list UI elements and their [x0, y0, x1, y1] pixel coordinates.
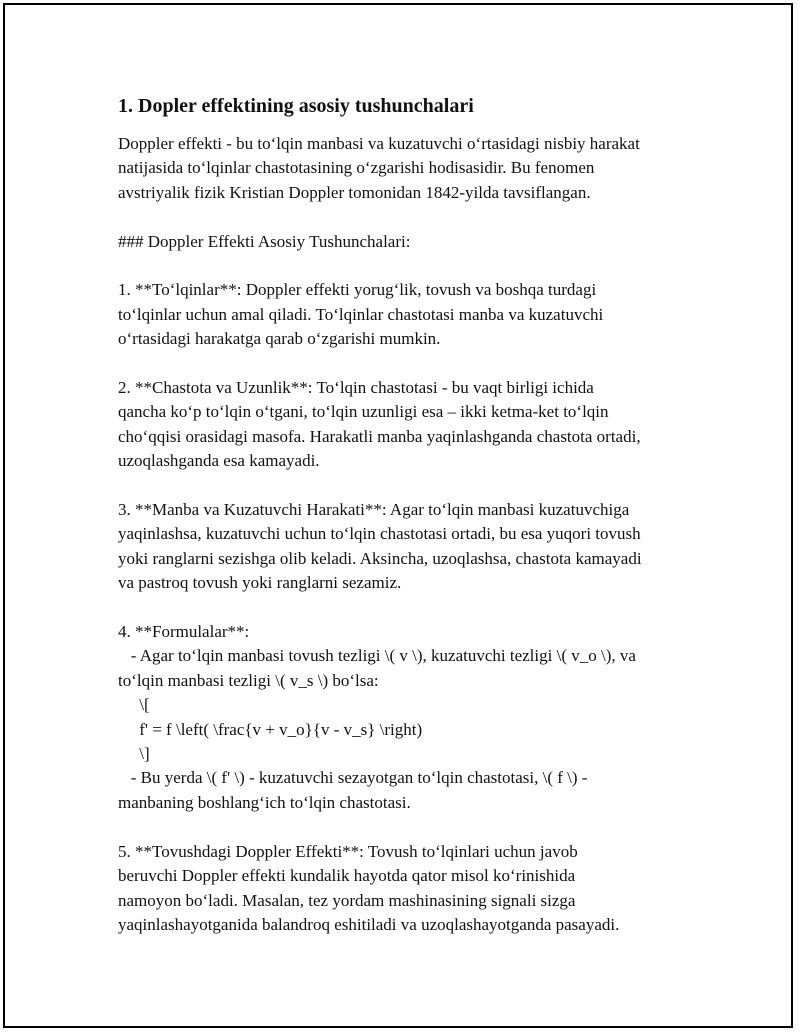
paragraph-gap — [118, 352, 718, 376]
text-line: natijasida to‘lqinlar chastotasining o‘zgarishi hodisasidir. Bu fenomen — [118, 158, 595, 178]
text-line: ### Doppler Effekti Asosiy Tushunchalari: — [118, 231, 411, 251]
text-line: yoki ranglarni sezishga olib keladi. Aksincha, uzoqlashsa, chastota kamayadi — [118, 548, 642, 568]
text-line: namoyon bo‘ladi. Masalan, tez yordam mashinasining signali sizga — [118, 890, 576, 910]
text-line: yaqinlashayotganida balandroq eshitiladi va uzoqlashayotganda pasayadi. — [118, 914, 620, 934]
text-line: manbaning boshlang‘ich to‘lqin chastotasi. — [118, 792, 411, 812]
text-line: uzoqlashganda esa kamayadi. — [118, 451, 320, 471]
paragraph-gap — [118, 205, 718, 229]
text-line: 2. **Chastota va Uzunlik**: To‘lqin chastotasi - bu vaqt birligi ichida — [118, 378, 594, 398]
text-line: o‘rtasidagi harakatga qarab o‘zgarishi mumkin. — [118, 329, 441, 349]
text-line: \[ — [118, 695, 150, 715]
text-line: - Bu yerda \( f' \) - kuzatuvchi sezayotgan to‘lqin chastotasi, \( f \) - — [118, 768, 588, 788]
document-page — [118, 94, 718, 937]
paragraph — [118, 620, 718, 815]
text-line: 4. **Formulalar**: — [118, 622, 250, 642]
text-line: \] — [118, 744, 150, 764]
text-line: 3. **Manba va Kuzatuvchi Harakati**: Agar to‘lqin manbasi kuzatuvchiga — [118, 500, 630, 520]
paragraph — [118, 376, 718, 474]
paragraph-gap — [118, 815, 718, 839]
text-line: f' = f \left( \frac{v + v_o}{v - v_s} \right) — [118, 719, 423, 739]
paragraph-gap — [118, 254, 718, 278]
text-line: - Agar to‘lqin manbasi tovush tezligi \( v \), kuzatuvchi tezligi \( v_o \), va — [118, 646, 636, 666]
text-line: avstriyalik fizik Kristian Doppler tomonidan 1842-yilda tavsiflangan. — [118, 182, 591, 202]
paragraph — [118, 498, 718, 596]
paragraph — [118, 840, 718, 938]
paragraph — [118, 278, 718, 351]
text-line: to‘lqin manbasi tezligi \( v_s \) bo‘lsa: — [118, 670, 379, 690]
section-heading: 1. Dopler effektining asosiy tushunchalari — [118, 95, 474, 117]
text-line: yaqinlashsa, kuzatuvchi uchun to‘lqin chastotasi ortadi, bu esa yuqori tovush — [118, 524, 641, 544]
text-line: to‘lqinlar uchun amal qiladi. To‘lqinlar chastotasi manba va kuzatuvchi — [118, 304, 604, 324]
document-body — [118, 132, 718, 937]
text-line: va pastroq tovush yoki ranglarni sezamiz. — [118, 573, 402, 593]
paragraph — [118, 132, 718, 205]
paragraph — [118, 230, 718, 254]
paragraph-gap — [118, 474, 718, 498]
text-line: 1. **To‘lqinlar**: Doppler effekti yorug‘lik, tovush va boshqa turdagi — [118, 280, 597, 300]
text-line: qancha ko‘p to‘lqin o‘tgani, to‘lqin uzunligi esa – ikki ketma-ket to‘lqin — [118, 402, 609, 422]
paragraph-gap — [118, 596, 718, 620]
text-line: cho‘qqisi orasidagi masofa. Harakatli manba yaqinlashganda chastota ortadi, — [118, 426, 641, 446]
text-line: 5. **Tovushdagi Doppler Effekti**: Tovush to‘lqinlari uchun javob — [118, 841, 578, 861]
text-line: Doppler effekti - bu to‘lqin manbasi va kuzatuvchi o‘rtasidagi nisbiy harakat — [118, 134, 640, 153]
text-line: beruvchi Doppler effekti kundalik hayotda qator misol ko‘rinishida — [118, 866, 576, 886]
